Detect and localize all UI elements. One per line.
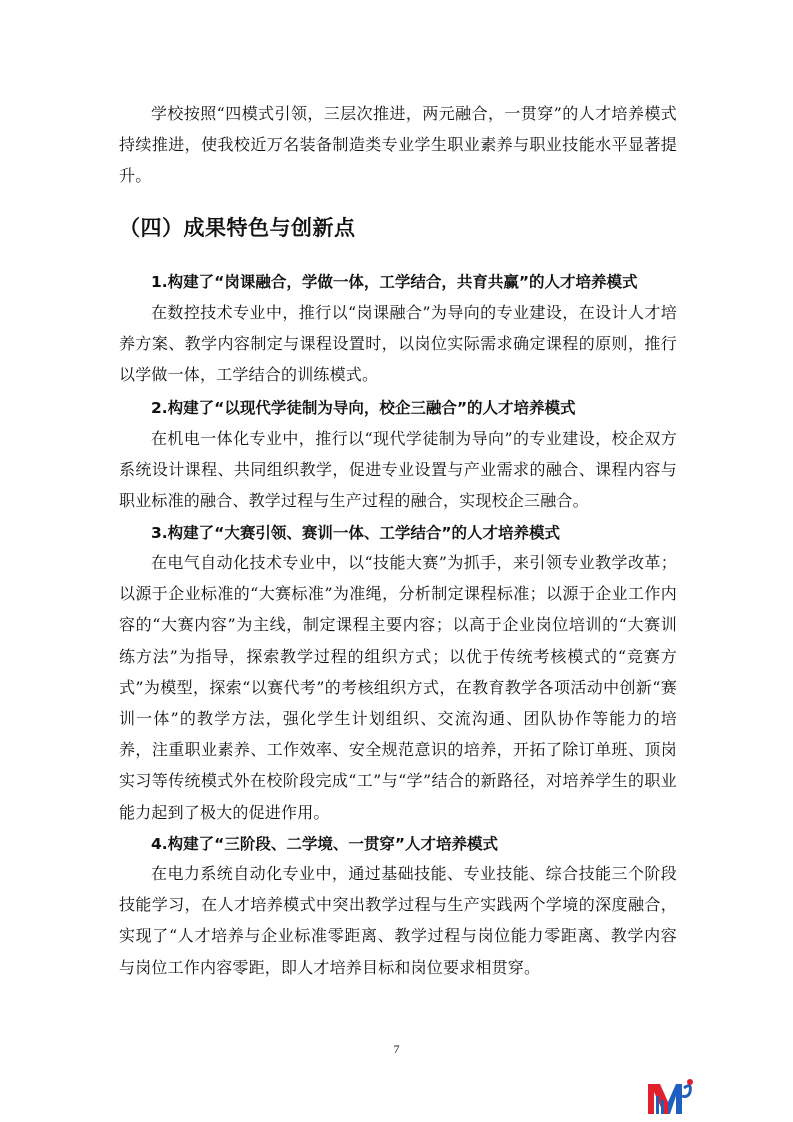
school-logo-icon	[646, 1076, 696, 1116]
item-2-body: 在机电一体化专业中，推行以“现代学徒制为导向”的专业建设，校企双方系统设计课程、共同组织教学，促进专业设置与产业需求的融合、课程内容与职业标准的融合、教学过程与生产过程的融合，实现校企三融合。	[119, 429, 677, 511]
item-1-body: 在数控技术专业中，推行以“岗课融合”为导向的专业建设，在设计人才培养方案、教学内容制定与课程设置时，以岗位实际需求确定课程的原则，推行以学做一体，工学结合的训练模式。	[119, 303, 677, 385]
item-1-heading: 1.构建了“岗课融合，学做一体，工学结合，共育共赢”的人才培养模式	[151, 273, 638, 291]
item-3-heading: 3.构建了“大赛引领、赛训一体、工学结合”的人才培养模式	[151, 524, 561, 542]
item-2-heading: 2.构建了“以现代学徒制为导向，校企三融合”的人才培养模式	[151, 399, 576, 417]
section-title: （四）成果特色与创新点	[119, 216, 356, 240]
item-4-heading: 4.构建了“三阶段、二学境、一贯穿”人才培养模式	[151, 835, 499, 853]
intro-paragraph: 学校按照“四模式引领，三层次推进，两元融合，一贯穿”的人才培养模式持续推进，使我校近万名装备制造类专业学生职业素养与职业技能水平显著提升。	[119, 104, 677, 186]
page-number: 7	[393, 1042, 400, 1056]
item-3-body: 在电气自动化技术专业中，以“技能大赛”为抓手，来引领专业教学改革；以源于企业标准的“大赛标准”为准绳，分析制定课程标准；以源于企业工作内容的“大赛内容”为主线，制定课程主要内容；以高于企业岗位培训的“大赛训练方法”为指导，探索教学过程的组织方式；以优于传统考核模式的“竞赛方式”为模型，探索“以赛代考”的考核组织方式，在教育教学各项活动中创新“赛训一体”的教学方法，强化学生计划组织、交流沟通、团队协作等能力的培养，注重职业素养、工作效率、安全规范意识的培养，开拓了除订单班、顶岗实习等传统模式外在校阶段完成“工”与“学”结合的新路径，对培养学生的职业能力起到了极大的促进作用。	[119, 553, 677, 822]
item-4-body: 在电力系统自动化专业中，通过基础技能、专业技能、综合技能三个阶段技能学习，在人才培养模式中突出教学过程与生产实践两个学境的深度融合，实现了“人才培养与企业标准零距离、教学过程与岗位能力零距离、教学内容与岗位工作内容零距，即人才培养目标和岗位要求相贯穿。	[119, 864, 677, 977]
